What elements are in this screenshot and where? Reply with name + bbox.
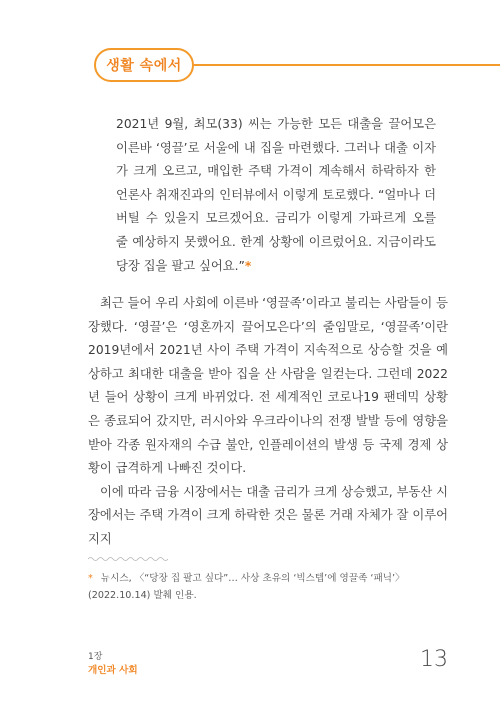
footnote-mark: * [88, 573, 93, 584]
footer-section-title: 개인과 사회 [88, 665, 138, 676]
case-quote-text: 2021년 9월, 최모(33) 씨는 가능한 모든 대출을 끌어모은 이른바 ‘영끌’로 서울에 내 집을 마련했다. 그러나 대출 이자가 크게 오르고, 매입한 주택 가격이 계속해서 하락하자 한 언론사 취재진과의 인터뷰에서 이렇게 토로했다. “얼마나 더 버틸 수 있을지 모르겠어요. 금리가 이렇게 가파르게 오를 줄 예상하지 못했어요. 한계 상황에 이르렀어요. 지금이라도 당장 집을 팔고 싶어요.” [116, 117, 436, 273]
body-paragraph-2: 이에 따라 금융 시장에서는 대출 금리가 크게 상승했고, 부동산 시장에서는 주택 가격이 크게 하락한 것은 물론 거래 자체가 잘 이루어지지 [88, 484, 448, 546]
footnote-divider [88, 556, 168, 562]
section-title-badge [94, 48, 194, 82]
header-rule [194, 64, 500, 66]
case-quote [116, 113, 436, 278]
body-paragraph-1: 최근 들어 우리 사회에 이른바 ‘영끌족’이라고 불리는 사람들이 등장했다. ‘영끌’은 ‘영혼까지 끌어모은다’의 줄임말로, ‘영끌족’이란 2019년에서 2021년 사이 주택 가격이 지속적으로 상승할 것을 예상하고 최대한 대출을 받아 집을 산 사람을 일컫는다. 그런데 2022년 들어 상황이 크게 바뀌었다. 전 세계적인 코로나19 팬데믹 상황은 종료되어 갔지만, 러시아와 우크라이나의 전쟁 발발 등에 영향을 받아 각종 원자재의 수급 불안, 인플레이션의 발생 등 국제 경제 상황이 급격하게 나빠진 것이다. [88, 296, 448, 476]
main-body [88, 292, 448, 552]
footnote-reference-mark: * [244, 258, 252, 273]
footnote [88, 570, 448, 604]
page-number: 13 [420, 647, 448, 672]
section-header [0, 0, 500, 100]
footnote-text: 뉴시스, 〈“당장 집 팔고 싶다”… 사상 초유의 ‘빅스텝’에 영끌족 ‘패닉’〉(2022.10.14) 발췌 인용. [88, 573, 405, 601]
section-title: 생활 속에서 [106, 58, 182, 74]
footer-chapter: 1장 [88, 652, 103, 662]
